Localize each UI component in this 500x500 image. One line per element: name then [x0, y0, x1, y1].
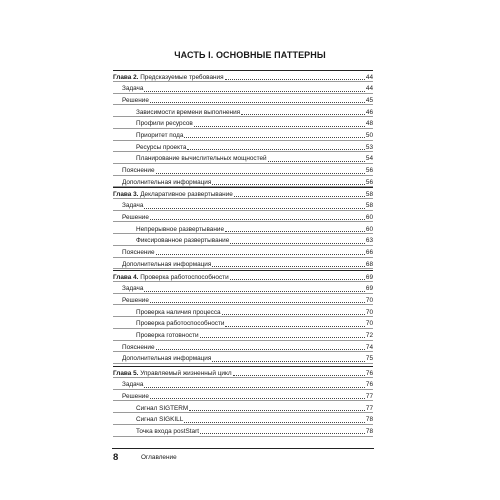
page-number: 60 [365, 225, 373, 233]
toc-entry-label: Задача [122, 85, 144, 93]
chapter-heading-row[interactable] [113, 188, 373, 199]
toc-entry-label: Задача [122, 202, 144, 210]
toc-entry-label: Проверка готовности [136, 332, 199, 339]
toc-entry-row[interactable] [113, 117, 373, 128]
toc-entry-row[interactable] [113, 390, 373, 401]
toc-entry-row[interactable] [113, 176, 373, 187]
dot-leader [144, 291, 364, 292]
page-number: 74 [365, 343, 373, 351]
toc-entry-row[interactable] [113, 246, 373, 257]
dot-leader [156, 254, 365, 255]
toc-entry-label: Сигнал SIGTERM [136, 404, 189, 412]
toc-entry-label: Решение [122, 296, 149, 304]
dot-leader [156, 349, 365, 350]
dot-leader [225, 79, 365, 80]
page-number: 70 [365, 320, 373, 328]
toc-entry-label: Приоритет пода [136, 132, 184, 139]
chapter-number: Глава 3. [113, 190, 139, 198]
dot-leader [225, 231, 365, 232]
toc-entry-label: Дополнительная информация [122, 178, 212, 186]
chapter-heading-row[interactable] [113, 71, 373, 82]
toc-entry-row[interactable] [113, 152, 373, 163]
page-number: 75 [365, 355, 373, 363]
toc-entry-label: Решение [122, 392, 149, 400]
dot-leader [233, 375, 365, 376]
toc-entry-row[interactable] [113, 211, 373, 222]
dot-leader [156, 173, 365, 174]
toc-entry-row[interactable] [113, 82, 373, 93]
chapter-name: Предсказуемые требования [140, 73, 224, 81]
toc-entry-label: Дополнительная информация [122, 260, 212, 268]
page-number: 70 [365, 308, 373, 316]
toc-entry-row[interactable] [113, 341, 373, 352]
toc-entry-label: Задача [122, 381, 144, 389]
toc-entry-row[interactable] [113, 352, 373, 363]
page-number: 76 [365, 381, 373, 389]
toc-entry-label: Пояснение [122, 343, 155, 351]
page-number: 78 [365, 428, 373, 435]
page-number: 50 [365, 132, 373, 139]
page-number: 69 [365, 285, 373, 293]
dot-leader [144, 208, 364, 209]
toc-entry-row[interactable] [113, 282, 373, 293]
toc-entry-row[interactable] [113, 413, 373, 424]
toc-entry-label: Пояснение [122, 167, 155, 175]
page-number: 44 [365, 85, 373, 93]
footer-section-name: Оглавление [141, 454, 177, 461]
toc-entry-row[interactable] [113, 234, 373, 245]
page-number: 76 [365, 369, 373, 377]
page-number: 48 [365, 120, 373, 128]
dot-leader [150, 398, 365, 399]
toc-entry-label: Точка входа postStart [136, 428, 199, 435]
page-number: 46 [365, 108, 373, 116]
toc-entry-label: Сигнал SIGKILL [136, 416, 184, 424]
dot-leader [150, 219, 365, 220]
page-number: 44 [365, 73, 373, 81]
page-number: 58 [365, 190, 373, 198]
toc-entry-row[interactable] [113, 425, 373, 436]
toc-entry-row[interactable] [113, 402, 373, 413]
dot-leader [184, 422, 365, 423]
toc-entry-row[interactable] [113, 378, 373, 389]
toc-entry-label: Решение [122, 213, 149, 221]
toc-entry-label: Дополнительная информация [122, 355, 212, 363]
page-number: 77 [365, 404, 373, 412]
dot-leader [194, 126, 365, 127]
dot-leader [222, 314, 365, 315]
chapter-number: Глава 2. [113, 73, 139, 81]
toc-entry-row[interactable] [113, 306, 373, 317]
toc-entry-label: Непрерывное развертывание [136, 225, 225, 233]
dot-leader [234, 196, 365, 197]
dot-leader [230, 279, 365, 280]
footer-page-number: 8 [113, 452, 119, 463]
page-number: 78 [365, 416, 373, 424]
page-number: 60 [365, 213, 373, 221]
dot-leader [144, 91, 364, 92]
dot-leader [150, 102, 365, 103]
dot-leader [187, 149, 365, 150]
page-number: 66 [365, 249, 373, 256]
page-number: 63 [365, 237, 373, 245]
dot-leader [212, 361, 365, 362]
dot-leader [225, 326, 364, 327]
dot-leader [212, 184, 365, 185]
footer-divider [112, 448, 374, 449]
dot-leader [144, 387, 364, 388]
page-number: 56 [365, 167, 373, 175]
toc-entry-label: Решение [122, 96, 149, 104]
page-number: 56 [365, 178, 373, 186]
chapter-name: Управляемый жизненный цикл [140, 369, 232, 377]
chapter-heading-row[interactable] [113, 367, 373, 378]
toc-entry-label: Планирование вычислительных мощностей [136, 155, 267, 163]
toc-entry-row[interactable] [113, 141, 373, 152]
toc-entry-label: Фиксированное развертывание [136, 237, 230, 245]
toc-entry-row[interactable] [113, 223, 373, 234]
toc-entry-row[interactable] [113, 164, 373, 175]
chapter-name: Декларативное развертывание [140, 190, 233, 198]
toc-entry-label: Задача [122, 285, 144, 293]
page-number: 54 [365, 155, 373, 163]
toc-entry-label: Проверка работоспособности [136, 320, 225, 328]
dot-leader [230, 243, 365, 244]
toc-entry-label: Пояснение [122, 249, 155, 256]
page-number: 72 [365, 332, 373, 339]
page-number: 69 [365, 273, 373, 281]
dot-leader [200, 433, 365, 434]
dot-leader [184, 137, 364, 138]
toc-entry-label: Проверка наличия процесса [136, 308, 221, 316]
dot-leader [241, 114, 365, 115]
toc-entry-row[interactable] [113, 317, 373, 328]
row-divider [113, 436, 373, 437]
dot-leader [268, 161, 365, 162]
row-divider [113, 363, 373, 364]
dot-leader [200, 337, 365, 338]
toc-entry-label: Профили ресурсов [136, 120, 193, 128]
toc-entry-row[interactable] [113, 329, 373, 340]
page-number: 53 [365, 143, 373, 151]
dot-leader [189, 410, 365, 411]
toc-entry-row[interactable] [113, 258, 373, 269]
toc-entry-row[interactable] [113, 199, 373, 210]
toc-entry-label: Ресурсы проекта [136, 143, 187, 151]
chapter-number: Глава 4. [113, 273, 139, 281]
page-number: 45 [365, 96, 373, 104]
page-number: 77 [365, 392, 373, 400]
toc-entry-row[interactable] [113, 294, 373, 305]
dot-leader [150, 302, 365, 303]
dot-leader [212, 266, 365, 267]
chapter-number: Глава 5. [113, 369, 139, 377]
page-number: 70 [365, 296, 373, 304]
page-title: ЧАСТЬ I. ОСНОВНЫЕ ПАТТЕРНЫ [174, 50, 326, 60]
page-number: 58 [365, 202, 373, 210]
toc-entry-row[interactable] [113, 129, 373, 140]
toc-entry-row[interactable] [113, 106, 373, 117]
page-number: 68 [365, 260, 373, 268]
chapter-name: Проверка работоспособности [140, 273, 229, 281]
toc-entry-label: Зависимости времени выполнения [136, 108, 241, 116]
chapter-heading-row[interactable] [113, 271, 373, 282]
toc-entry-row[interactable] [113, 94, 373, 105]
